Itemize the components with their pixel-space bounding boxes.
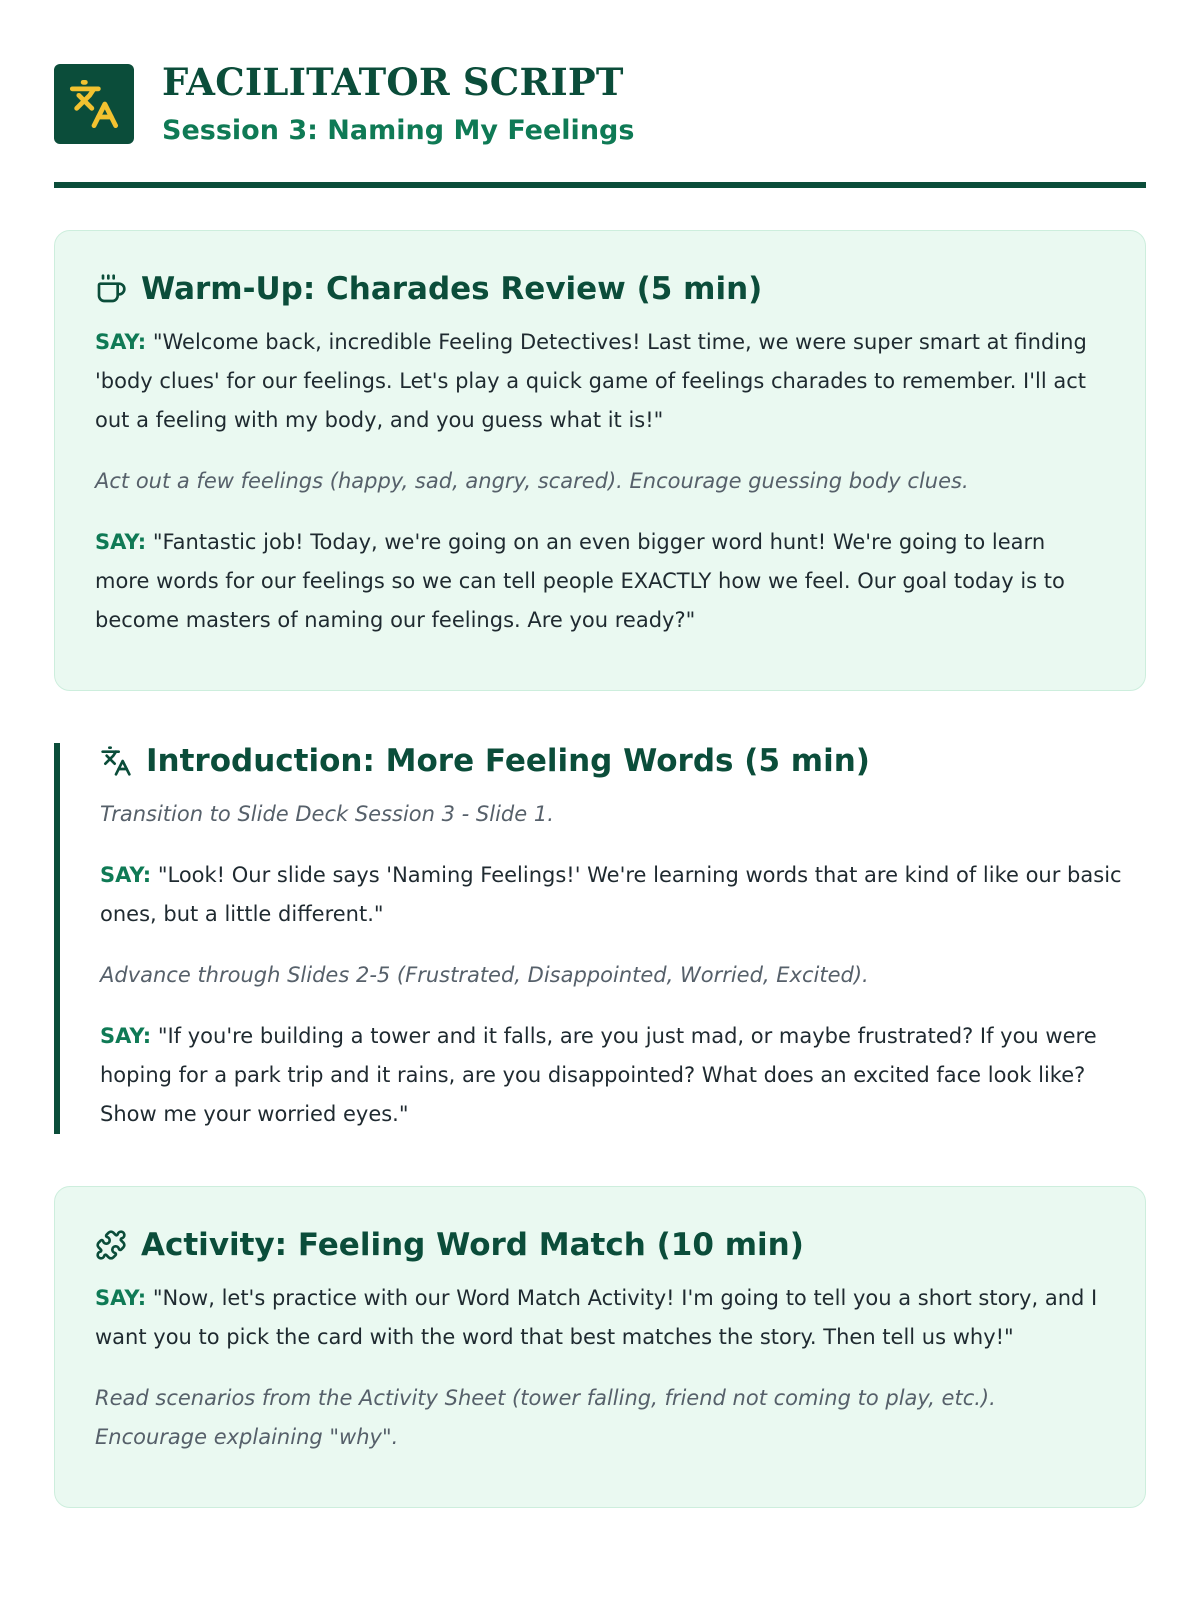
say-text: "Now, let's practice with our Word Match Activity! I'm going to tell you a short story, and I want you to pick the card with the word that best matches the story. Then tell us why!" bbox=[95, 1285, 1098, 1349]
facilitator-note: Read scenarios from the Activity Sheet (tower falling, friend not coming to play, etc.). Encourage explaining "why". bbox=[95, 1385, 996, 1449]
say-label: SAY: bbox=[95, 1285, 147, 1310]
section-activity bbox=[54, 1186, 1146, 1508]
puzzle-piece-icon bbox=[95, 1229, 127, 1261]
say-label: SAY: bbox=[95, 329, 147, 354]
facilitator-note: Transition to Slide Deck Session 3 - Slide 1. bbox=[100, 801, 554, 826]
section-header bbox=[100, 743, 1134, 779]
page-subtitle: Session 3: Naming My Feelings bbox=[162, 114, 635, 146]
say-text: "If you're building a tower and it falls, are you just mad, or maybe frustrated? If you were hoping for a park trip and it rains, are you disappointed? What does an excited face look like? Show me your worried eyes." bbox=[100, 1023, 1097, 1126]
say-block bbox=[95, 323, 1105, 440]
say-block bbox=[95, 523, 1105, 640]
facilitator-note: Advance through Slides 2-5 (Frustrated, Disappointed, Worried, Excited). bbox=[100, 962, 869, 987]
header-divider bbox=[54, 182, 1146, 188]
section-warm-up bbox=[54, 230, 1146, 691]
header bbox=[54, 62, 1146, 146]
coffee-cup-icon bbox=[95, 273, 127, 305]
say-text: "Look! Our slide says 'Naming Feelings!' We're learning words that are kind of like our basic ones, but a little different." bbox=[100, 862, 1122, 926]
section-title: Activity: Feeling Word Match (10 min) bbox=[141, 1226, 804, 1263]
say-text: "Fantastic job! Today, we're going on an even bigger word hunt! We're going to learn more words for our feelings so we can tell people EXACTLY how we feel. Our goal today is to become masters of naming our feelings. Are you ready?" bbox=[95, 529, 1065, 632]
translate-icon bbox=[68, 78, 120, 130]
logo bbox=[54, 64, 134, 144]
translate-icon bbox=[100, 745, 132, 777]
say-block bbox=[100, 1017, 1134, 1134]
section-title: Warm-Up: Charades Review (5 min) bbox=[141, 270, 763, 307]
page-title: FACILITATOR SCRIPT bbox=[162, 60, 624, 104]
facilitator-note: Act out a few feelings (happy, sad, angry, scared). Encourage guessing body clues. bbox=[95, 468, 969, 493]
section-header bbox=[95, 271, 1105, 307]
say-label: SAY: bbox=[100, 862, 152, 887]
section-header bbox=[95, 1227, 1105, 1263]
say-block bbox=[100, 856, 1134, 934]
section-introduction bbox=[54, 743, 1146, 1134]
say-text: "Welcome back, incredible Feeling Detectives! Last time, we were super smart at finding 'body clues' for our feelings. Let's play a quick game of feelings charades to remember. I'll act out a feeling with my body, and you guess what it is!" bbox=[95, 329, 1087, 432]
section-title: Introduction: More Feeling Words (5 min) bbox=[146, 742, 870, 779]
say-block bbox=[95, 1279, 1105, 1357]
say-label: SAY: bbox=[95, 529, 147, 554]
say-label: SAY: bbox=[100, 1023, 152, 1048]
